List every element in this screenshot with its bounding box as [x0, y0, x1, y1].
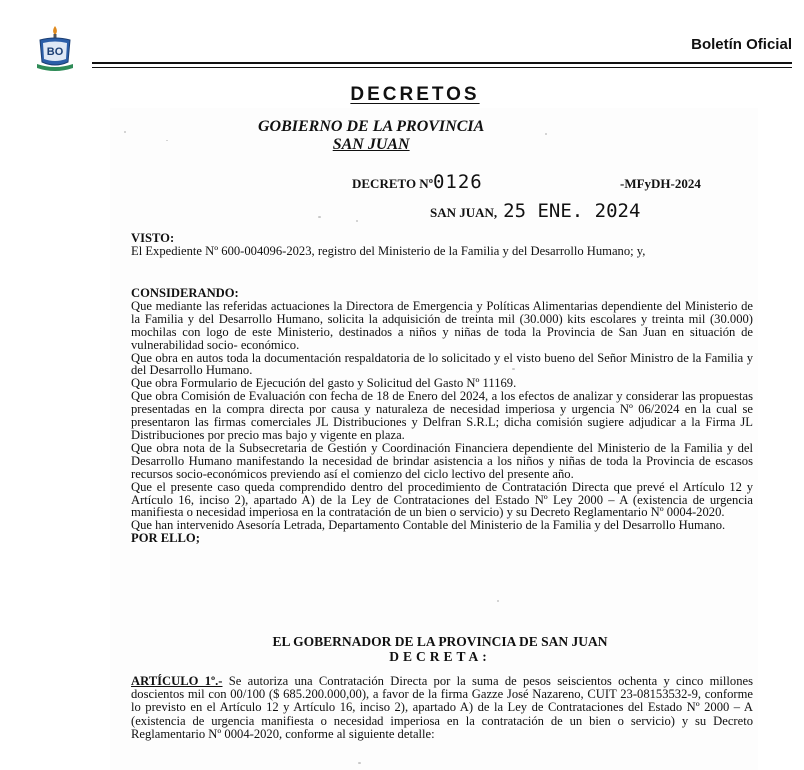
- considerando-heading: CONSIDERANDO:: [131, 286, 239, 300]
- por-ello: POR ELLO;: [131, 531, 200, 546]
- decreto-number: 0126: [432, 171, 483, 193]
- decreto-code: -MFyDH-2024: [620, 176, 701, 191]
- considerando-paragraph: Que obra nota de la Subsecretaria de Gestión y Coordinación Financiera dependiente del Ministerio de la Familia y del Desarrollo Humano manifestando la necesidad de brindar asistencia a los niños y niñas de toda la Provincia de escasos recursos socio-económicos previendo así el comienzo del ciclo lectivo del presente año.: [131, 440, 753, 481]
- scan-speck: [358, 762, 361, 764]
- scan-speck: [166, 140, 168, 141]
- gobernador-heading: [0, 634, 804, 664]
- considerando-section: [131, 287, 753, 545]
- province-line: SAN JUAN: [332, 136, 410, 153]
- header-rule-thin: [92, 67, 792, 68]
- government-line: GOBIERNO DE LA PROVINCIA: [258, 118, 485, 135]
- logo-text: BO: [46, 46, 64, 58]
- decreta-line: DECRETA:: [389, 649, 491, 664]
- considerando-paragraph: Que mediante las referidas actuaciones la Directora de Emergencia y Políticas Alimentarias dependiente del Ministerio de la Familia y del Desarrollo Humano, solicita la adquisición de treinta mil (30.000) kits escolares y treinta mil (30.000) mochilas con logo de este Ministerio, destinados a niños y niñas de toda la Provincia de San Juan en situación de vulnerabilidad socio- económico.: [131, 298, 753, 352]
- date-stamp: 25 ENE. 2024: [503, 200, 641, 222]
- decreto-label: DECRETO Nº: [352, 176, 433, 191]
- articulo-1: [131, 675, 753, 741]
- articulo-text: Se autoriza una Contratación Directa por la suma de pesos seiscientos ochenta y cinco millones doscientos mil con 00/100 ($ 685.200.000,00), a favor de la firma Gazze José Nazareno, CUIT 23-08153532-9, conforme lo previsto en el Artículo 12 y Artículo 16, inciso 2), apartado A) de la Ley de Contrataciones del Estado Nº 2000 – A (existencia de urgencia manifiesta o necesidad imperiosa en la contratación de un bien o servicio) y su Decreto Reglamentario Nº 0004-2020, conforme al siguiente detalle:: [131, 674, 753, 741]
- publication-title: Boletín Oficial: [691, 36, 792, 53]
- government-heading: [258, 118, 484, 154]
- visto-section: [131, 232, 753, 258]
- articulo-label: ARTÍCULO 1º.-: [131, 674, 223, 688]
- considerando-paragraph: Que el presente caso queda comprendido dentro del procedimiento de Contratación Directa que prevé el Artículo 12 y Artículo 16, inciso 2), apartado A) de la Ley de Contrataciones del Estado Nº Ley 2000 – A (existencia de urgencia manifiesta o necesidad imperiosa en la contratación de un bien o servicio) y su Decreto Reglamentario Nº 0004-2020.: [131, 479, 753, 520]
- considerando-paragraph: Que han intervenido Asesoría Letrada, Departamento Contable del Ministerio de la Familia y del Desarrollo Humano.: [131, 518, 726, 533]
- date-line: [430, 200, 640, 222]
- boletin-oficial-logo: [34, 24, 76, 74]
- scan-speck: [356, 220, 358, 222]
- gobernador-line: EL GOBERNADOR DE LA PROVINCIA DE SAN JUAN: [272, 634, 608, 649]
- considerando-paragraph: Que obra Comisión de Evaluación con fecha de 18 de Enero del 2024, a los efectos de analizar y considerar las propuestas presentadas en la compra directa por causa y naturaleza de necesidad imperiosa y urgencia Nº 06/2024 en la cual se presentaron las firmas comerciales JL Distribuciones y Delfran S.R.L; dicha comisión sugiere adjudicar a la Firma JL Distribuciones por precio mas bajo y vigente en plaza.: [131, 389, 753, 442]
- section-title: DECRETOS: [350, 84, 480, 105]
- visto-text: El Expediente Nº 600-004096-2023, registro del Ministerio de la Familia y del Desarrollo Humano; y,: [131, 243, 646, 258]
- considerando-paragraph: Que obra Formulario de Ejecución del gasto y Solicitud del Gasto Nº 11169.: [131, 376, 517, 391]
- date-place: SAN JUAN,: [430, 205, 498, 220]
- visto-heading: VISTO:: [131, 231, 175, 245]
- scan-speck: [318, 216, 321, 218]
- scan-speck: [124, 131, 126, 133]
- scan-speck: [497, 600, 499, 602]
- decreto-number-line: [352, 171, 483, 193]
- scan-speck: [545, 133, 547, 135]
- header-rule: [92, 62, 792, 64]
- considerando-paragraph: Que obra en autos toda la documentación respaldatoria de lo solicitado y el visto bueno del Señor Ministro de la Familia y del Desarrollo Humano.: [131, 350, 753, 378]
